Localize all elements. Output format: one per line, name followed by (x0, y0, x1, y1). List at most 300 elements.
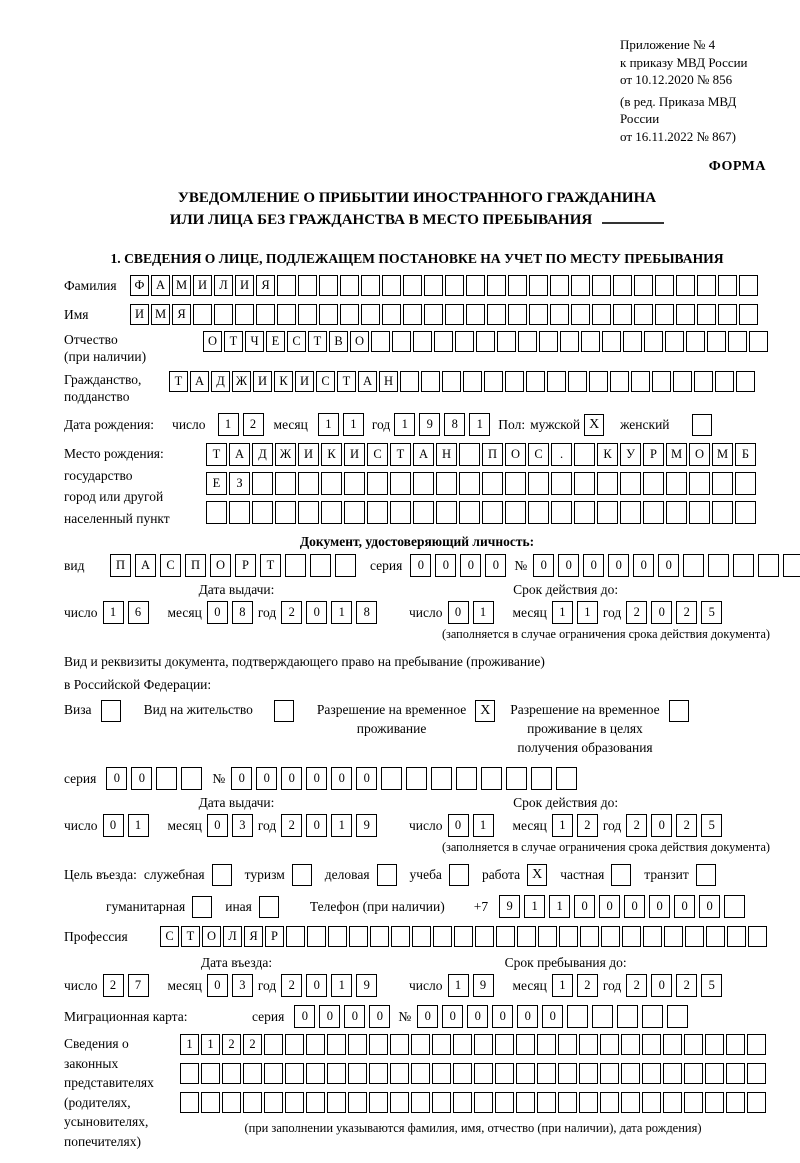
char-cell[interactable]: Л (223, 926, 242, 947)
char-cell[interactable] (453, 1034, 472, 1055)
char-cell[interactable]: 2 (676, 601, 697, 624)
char-cell[interactable]: 0 (608, 554, 629, 577)
char-cell[interactable]: 0 (207, 974, 228, 997)
char-cell[interactable] (306, 1063, 325, 1084)
char-cell[interactable] (496, 926, 515, 947)
char-cell[interactable]: 0 (448, 814, 469, 837)
char-cell[interactable] (617, 1005, 638, 1028)
char-cell[interactable]: 0 (106, 767, 127, 790)
char-cell[interactable] (739, 275, 758, 296)
char-cell[interactable] (327, 1034, 346, 1055)
char-cell[interactable] (505, 501, 526, 524)
char-cell[interactable] (306, 1034, 325, 1055)
char-cell[interactable] (390, 501, 411, 524)
char-cell[interactable] (516, 1034, 535, 1055)
char-cell[interactable] (712, 472, 733, 495)
char-cell[interactable] (369, 1092, 388, 1113)
char-cell[interactable]: 0 (207, 814, 228, 837)
char-cell[interactable]: 2 (281, 601, 302, 624)
char-cell[interactable]: 0 (674, 895, 695, 918)
char-cell[interactable] (718, 304, 737, 325)
char-cell[interactable] (749, 331, 768, 352)
char-cell[interactable] (642, 1034, 661, 1055)
char-cell[interactable]: И (344, 443, 365, 466)
char-cell[interactable]: О (210, 554, 231, 577)
char-cell[interactable] (516, 1063, 535, 1084)
char-cell[interactable] (328, 926, 347, 947)
char-cell[interactable]: 1 (552, 601, 573, 624)
char-cell[interactable] (518, 331, 537, 352)
checkbox-temp-residence-education[interactable] (669, 700, 689, 722)
char-cell[interactable] (367, 501, 388, 524)
char-cell[interactable] (424, 275, 443, 296)
char-cell[interactable]: М (712, 443, 733, 466)
char-cell[interactable]: 0 (319, 1005, 340, 1028)
char-cell[interactable] (620, 501, 641, 524)
char-cell[interactable]: 0 (369, 1005, 390, 1028)
char-cell[interactable] (735, 501, 756, 524)
char-cell[interactable] (551, 501, 572, 524)
char-cell[interactable] (655, 275, 674, 296)
char-cell[interactable]: 0 (306, 767, 327, 790)
char-cell[interactable] (413, 331, 432, 352)
char-cell[interactable]: 0 (651, 814, 672, 837)
char-cell[interactable]: А (229, 443, 250, 466)
char-cell[interactable] (643, 926, 662, 947)
checkbox-purpose-private[interactable] (611, 864, 631, 886)
char-cell[interactable]: 0 (485, 554, 506, 577)
char-cell[interactable] (642, 1063, 661, 1084)
char-cell[interactable] (156, 767, 177, 790)
char-cell[interactable] (390, 1034, 409, 1055)
char-cell[interactable] (697, 304, 716, 325)
char-cell[interactable] (526, 371, 545, 392)
char-cell[interactable] (411, 1092, 430, 1113)
char-cell[interactable]: 0 (583, 554, 604, 577)
char-cell[interactable]: 6 (128, 601, 149, 624)
char-cell[interactable] (508, 304, 527, 325)
char-cell[interactable]: 1 (577, 601, 598, 624)
char-cell[interactable] (466, 275, 485, 296)
char-cell[interactable] (348, 1034, 367, 1055)
char-cell[interactable]: 5 (701, 974, 722, 997)
char-cell[interactable] (613, 275, 632, 296)
char-cell[interactable]: 0 (306, 601, 327, 624)
char-cell[interactable] (411, 1034, 430, 1055)
char-cell[interactable] (667, 1005, 688, 1028)
char-cell[interactable] (592, 304, 611, 325)
char-cell[interactable] (482, 472, 503, 495)
char-cell[interactable] (381, 767, 402, 790)
char-cell[interactable] (736, 371, 755, 392)
char-cell[interactable]: 2 (577, 974, 598, 997)
char-cell[interactable]: 0 (448, 601, 469, 624)
char-cell[interactable]: 1 (103, 601, 124, 624)
char-cell[interactable]: С (160, 926, 179, 947)
char-cell[interactable] (298, 472, 319, 495)
char-cell[interactable] (574, 501, 595, 524)
char-cell[interactable] (601, 926, 620, 947)
char-cell[interactable]: 2 (243, 413, 264, 436)
char-cell[interactable]: Т (337, 371, 356, 392)
char-cell[interactable] (277, 304, 296, 325)
char-cell[interactable]: 8 (356, 601, 377, 624)
char-cell[interactable]: 9 (356, 814, 377, 837)
char-cell[interactable] (705, 1034, 724, 1055)
char-cell[interactable] (433, 926, 452, 947)
char-cell[interactable] (705, 1063, 724, 1084)
char-cell[interactable]: И (295, 371, 314, 392)
char-cell[interactable] (727, 926, 746, 947)
char-cell[interactable] (634, 304, 653, 325)
char-cell[interactable] (484, 371, 503, 392)
char-cell[interactable]: 0 (699, 895, 720, 918)
char-cell[interactable]: Ч (245, 331, 264, 352)
char-cell[interactable]: 9 (419, 413, 440, 436)
char-cell[interactable]: Е (266, 331, 285, 352)
char-cell[interactable] (361, 275, 380, 296)
char-cell[interactable] (579, 1063, 598, 1084)
char-cell[interactable] (392, 331, 411, 352)
char-cell[interactable] (712, 501, 733, 524)
char-cell[interactable]: К (597, 443, 618, 466)
char-cell[interactable] (235, 304, 254, 325)
char-cell[interactable] (201, 1063, 220, 1084)
char-cell[interactable] (369, 1034, 388, 1055)
char-cell[interactable] (539, 331, 558, 352)
char-cell[interactable] (306, 1092, 325, 1113)
char-cell[interactable]: А (358, 371, 377, 392)
char-cell[interactable]: 5 (701, 814, 722, 837)
char-cell[interactable] (403, 304, 422, 325)
char-cell[interactable]: 0 (331, 767, 352, 790)
char-cell[interactable] (344, 501, 365, 524)
char-cell[interactable]: 0 (658, 554, 679, 577)
char-cell[interactable]: Т (224, 331, 243, 352)
char-cell[interactable] (391, 926, 410, 947)
char-cell[interactable] (689, 501, 710, 524)
char-cell[interactable]: А (190, 371, 209, 392)
char-cell[interactable] (684, 1092, 703, 1113)
char-cell[interactable] (600, 1092, 619, 1113)
char-cell[interactable]: 0 (542, 1005, 563, 1028)
char-cell[interactable] (574, 443, 595, 466)
char-cell[interactable]: О (689, 443, 710, 466)
char-cell[interactable] (180, 1092, 199, 1113)
char-cell[interactable] (726, 1034, 745, 1055)
char-cell[interactable]: 1 (201, 1034, 220, 1055)
char-cell[interactable] (348, 1092, 367, 1113)
char-cell[interactable] (193, 304, 212, 325)
char-cell[interactable] (556, 767, 577, 790)
char-cell[interactable] (243, 1092, 262, 1113)
char-cell[interactable] (476, 331, 495, 352)
char-cell[interactable] (631, 371, 650, 392)
char-cell[interactable]: 9 (499, 895, 520, 918)
char-cell[interactable] (482, 501, 503, 524)
char-cell[interactable] (454, 926, 473, 947)
char-cell[interactable] (495, 1034, 514, 1055)
char-cell[interactable] (705, 1092, 724, 1113)
char-cell[interactable]: 2 (676, 814, 697, 837)
char-cell[interactable]: 0 (574, 895, 595, 918)
char-cell[interactable] (369, 1063, 388, 1084)
char-cell[interactable]: С (316, 371, 335, 392)
char-cell[interactable] (243, 1063, 262, 1084)
char-cell[interactable] (327, 1092, 346, 1113)
char-cell[interactable]: 0 (294, 1005, 315, 1028)
char-cell[interactable] (508, 275, 527, 296)
char-cell[interactable] (783, 554, 800, 577)
char-cell[interactable]: 0 (131, 767, 152, 790)
char-cell[interactable] (275, 472, 296, 495)
char-cell[interactable] (694, 371, 713, 392)
char-cell[interactable] (531, 767, 552, 790)
char-cell[interactable] (673, 371, 692, 392)
char-cell[interactable] (643, 472, 664, 495)
char-cell[interactable] (310, 554, 331, 577)
char-cell[interactable] (431, 767, 452, 790)
char-cell[interactable]: М (151, 304, 170, 325)
char-cell[interactable]: 1 (394, 413, 415, 436)
char-cell[interactable] (684, 1034, 703, 1055)
char-cell[interactable]: П (185, 554, 206, 577)
char-cell[interactable]: Я (172, 304, 191, 325)
char-cell[interactable]: 0 (651, 974, 672, 997)
char-cell[interactable] (327, 1063, 346, 1084)
char-cell[interactable] (689, 472, 710, 495)
char-cell[interactable] (623, 331, 642, 352)
char-cell[interactable] (222, 1092, 241, 1113)
char-cell[interactable] (463, 371, 482, 392)
char-cell[interactable] (622, 926, 641, 947)
char-cell[interactable] (560, 331, 579, 352)
char-cell[interactable]: 0 (624, 895, 645, 918)
char-cell[interactable] (663, 1034, 682, 1055)
char-cell[interactable]: 9 (473, 974, 494, 997)
char-cell[interactable]: П (482, 443, 503, 466)
char-cell[interactable]: О (350, 331, 369, 352)
char-cell[interactable] (708, 554, 729, 577)
char-cell[interactable] (683, 554, 704, 577)
char-cell[interactable] (459, 443, 480, 466)
char-cell[interactable]: И (130, 304, 149, 325)
char-cell[interactable] (382, 275, 401, 296)
char-cell[interactable]: Р (235, 554, 256, 577)
char-cell[interactable]: Ф (130, 275, 149, 296)
char-cell[interactable]: 2 (281, 974, 302, 997)
char-cell[interactable] (735, 472, 756, 495)
char-cell[interactable]: 8 (444, 413, 465, 436)
char-cell[interactable] (610, 371, 629, 392)
char-cell[interactable] (413, 472, 434, 495)
char-cell[interactable] (335, 554, 356, 577)
char-cell[interactable] (319, 275, 338, 296)
char-cell[interactable] (298, 304, 317, 325)
char-cell[interactable] (528, 501, 549, 524)
char-cell[interactable] (411, 1063, 430, 1084)
char-cell[interactable]: 1 (343, 413, 364, 436)
char-cell[interactable] (436, 472, 457, 495)
char-cell[interactable]: О (203, 331, 222, 352)
char-cell[interactable]: У (620, 443, 641, 466)
char-cell[interactable]: 0 (649, 895, 670, 918)
char-cell[interactable] (567, 1005, 588, 1028)
char-cell[interactable]: Ж (275, 443, 296, 466)
char-cell[interactable] (214, 304, 233, 325)
char-cell[interactable] (319, 304, 338, 325)
char-cell[interactable]: Н (436, 443, 457, 466)
char-cell[interactable] (592, 1005, 613, 1028)
char-cell[interactable] (547, 371, 566, 392)
char-cell[interactable] (285, 1034, 304, 1055)
checkbox-purpose-study[interactable] (449, 864, 469, 886)
char-cell[interactable]: 2 (103, 974, 124, 997)
char-cell[interactable] (505, 371, 524, 392)
char-cell[interactable] (758, 554, 779, 577)
char-cell[interactable] (474, 1092, 493, 1113)
char-cell[interactable]: С (528, 443, 549, 466)
char-cell[interactable]: С (367, 443, 388, 466)
char-cell[interactable] (664, 926, 683, 947)
char-cell[interactable] (286, 926, 305, 947)
char-cell[interactable]: Д (211, 371, 230, 392)
char-cell[interactable] (340, 275, 359, 296)
char-cell[interactable] (733, 554, 754, 577)
char-cell[interactable] (620, 472, 641, 495)
char-cell[interactable] (621, 1092, 640, 1113)
char-cell[interactable] (571, 304, 590, 325)
char-cell[interactable] (474, 1063, 493, 1084)
char-cell[interactable] (642, 1092, 661, 1113)
char-cell[interactable] (390, 472, 411, 495)
char-cell[interactable] (445, 304, 464, 325)
char-cell[interactable] (634, 275, 653, 296)
char-cell[interactable]: А (135, 554, 156, 577)
char-cell[interactable]: 1 (180, 1034, 199, 1055)
checkbox-purpose-transit[interactable] (696, 864, 716, 886)
char-cell[interactable] (537, 1063, 556, 1084)
char-cell[interactable] (340, 304, 359, 325)
char-cell[interactable] (592, 275, 611, 296)
char-cell[interactable]: 0 (306, 974, 327, 997)
char-cell[interactable] (487, 275, 506, 296)
char-cell[interactable] (421, 371, 440, 392)
char-cell[interactable]: П (110, 554, 131, 577)
char-cell[interactable] (298, 501, 319, 524)
checkbox-residence-permit[interactable] (274, 700, 294, 722)
char-cell[interactable] (285, 1063, 304, 1084)
char-cell[interactable]: К (321, 443, 342, 466)
checkbox-purpose-other[interactable] (259, 896, 279, 918)
char-cell[interactable]: 1 (318, 413, 339, 436)
char-cell[interactable] (747, 1034, 766, 1055)
char-cell[interactable] (201, 1092, 220, 1113)
char-cell[interactable] (676, 304, 695, 325)
char-cell[interactable] (538, 926, 557, 947)
char-cell[interactable]: 0 (460, 554, 481, 577)
char-cell[interactable] (644, 331, 663, 352)
char-cell[interactable] (574, 472, 595, 495)
char-cell[interactable]: Р (643, 443, 664, 466)
char-cell[interactable]: 1 (469, 413, 490, 436)
char-cell[interactable]: С (160, 554, 181, 577)
char-cell[interactable] (434, 331, 453, 352)
char-cell[interactable]: 0 (256, 767, 277, 790)
char-cell[interactable] (666, 472, 687, 495)
char-cell[interactable] (424, 304, 443, 325)
char-cell[interactable] (367, 472, 388, 495)
char-cell[interactable]: 7 (128, 974, 149, 997)
char-cell[interactable] (726, 1063, 745, 1084)
char-cell[interactable]: 2 (243, 1034, 262, 1055)
char-cell[interactable] (663, 1092, 682, 1113)
char-cell[interactable]: 0 (410, 554, 431, 577)
checkbox-purpose-official[interactable] (212, 864, 232, 886)
char-cell[interactable]: М (172, 275, 191, 296)
char-cell[interactable]: 3 (232, 974, 253, 997)
char-cell[interactable] (597, 501, 618, 524)
char-cell[interactable]: 1 (128, 814, 149, 837)
char-cell[interactable] (382, 304, 401, 325)
char-cell[interactable]: М (666, 443, 687, 466)
char-cell[interactable] (371, 331, 390, 352)
char-cell[interactable] (349, 926, 368, 947)
char-cell[interactable]: Т (206, 443, 227, 466)
char-cell[interactable]: И (193, 275, 212, 296)
char-cell[interactable] (307, 926, 326, 947)
char-cell[interactable] (558, 1034, 577, 1055)
char-cell[interactable] (529, 304, 548, 325)
char-cell[interactable] (348, 1063, 367, 1084)
char-cell[interactable]: 0 (533, 554, 554, 577)
char-cell[interactable]: 1 (473, 601, 494, 624)
char-cell[interactable] (739, 304, 758, 325)
char-cell[interactable]: Е (206, 472, 227, 495)
char-cell[interactable] (581, 331, 600, 352)
char-cell[interactable] (642, 1005, 663, 1028)
checkbox-sex-male[interactable]: X (584, 414, 604, 436)
char-cell[interactable]: 1 (473, 814, 494, 837)
char-cell[interactable] (747, 1092, 766, 1113)
char-cell[interactable] (580, 926, 599, 947)
checkbox-purpose-work[interactable]: X (527, 864, 547, 886)
char-cell[interactable] (497, 331, 516, 352)
char-cell[interactable]: В (329, 331, 348, 352)
char-cell[interactable]: 2 (222, 1034, 241, 1055)
char-cell[interactable]: 8 (232, 601, 253, 624)
char-cell[interactable] (550, 304, 569, 325)
char-cell[interactable] (321, 472, 342, 495)
char-cell[interactable]: 0 (281, 767, 302, 790)
char-cell[interactable] (432, 1092, 451, 1113)
char-cell[interactable] (361, 304, 380, 325)
char-cell[interactable]: А (413, 443, 434, 466)
checkbox-temp-residence[interactable]: X (475, 700, 495, 722)
char-cell[interactable]: 1 (549, 895, 570, 918)
char-cell[interactable] (432, 1034, 451, 1055)
char-cell[interactable] (517, 926, 536, 947)
char-cell[interactable]: 0 (207, 601, 228, 624)
char-cell[interactable]: 0 (417, 1005, 438, 1028)
char-cell[interactable] (275, 501, 296, 524)
char-cell[interactable] (516, 1092, 535, 1113)
char-cell[interactable]: Р (265, 926, 284, 947)
char-cell[interactable] (206, 501, 227, 524)
char-cell[interactable]: З (229, 472, 250, 495)
char-cell[interactable]: Ж (232, 371, 251, 392)
char-cell[interactable] (403, 275, 422, 296)
